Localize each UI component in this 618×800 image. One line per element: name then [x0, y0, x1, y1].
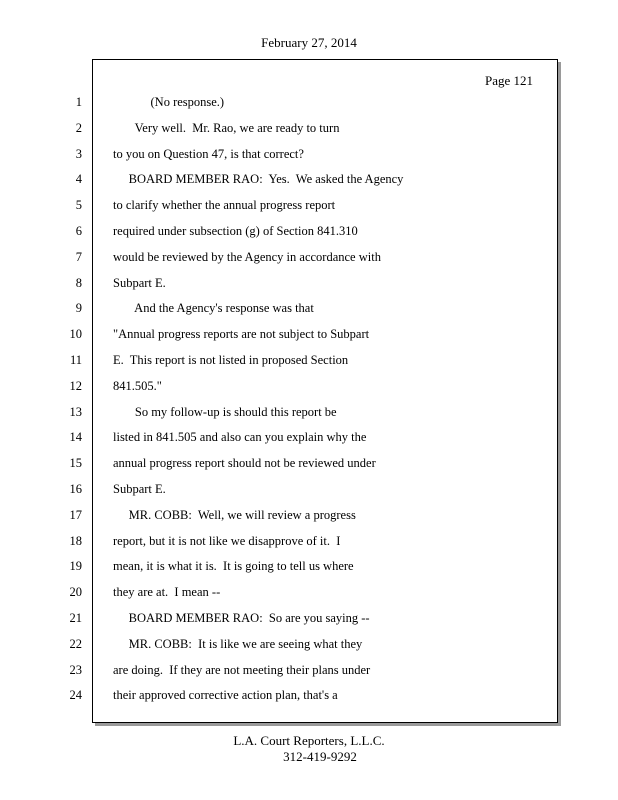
- transcript-line-text: to you on Question 47, is that correct?: [113, 147, 304, 161]
- transcript-line-text: BOARD MEMBER RAO: So are you saying --: [113, 611, 370, 625]
- line-number: 11: [69, 353, 82, 367]
- line-number: 18: [69, 534, 82, 548]
- transcript-line-text: So my follow-up is should this report be: [113, 405, 337, 419]
- line-number: 13: [69, 405, 82, 419]
- line-number: 6: [75, 224, 82, 238]
- transcript-line-text: report, but it is not like we disapprove of it. I: [113, 534, 341, 548]
- transcript-line-text: Subpart E.: [113, 276, 166, 290]
- line-number: 4: [75, 172, 82, 186]
- transcript-line-text: BOARD MEMBER RAO: Yes. We asked the Agency: [113, 172, 404, 186]
- line-number: 15: [69, 456, 82, 470]
- transcript-line-text: annual progress report should not be reviewed under: [113, 456, 376, 470]
- line-number: 21: [69, 611, 82, 625]
- transcript-line-text: would be reviewed by the Agency in accordance with: [113, 250, 381, 264]
- line-number: 24: [69, 688, 82, 702]
- line-number: 17: [69, 508, 82, 522]
- transcript-line-text: E. This report is not listed in proposed Section: [113, 353, 349, 367]
- transcript-line-text: "Annual progress reports are not subject to Subpart: [113, 327, 370, 341]
- line-number: 22: [69, 637, 82, 651]
- transcript-line-text: MR. COBB: Well, we will review a progress: [113, 508, 356, 522]
- transcript-line-text: Subpart E.: [113, 482, 166, 496]
- transcript-line-text: their approved corrective action plan, that's a: [113, 688, 338, 702]
- transcript-line-text: And the Agency's response was that: [113, 301, 314, 315]
- line-number: 1: [75, 95, 82, 109]
- line-number: 3: [75, 147, 82, 161]
- line-number: 7: [75, 250, 82, 264]
- line-number: 20: [69, 585, 82, 599]
- line-number: 12: [69, 379, 82, 393]
- transcript-line-text: they are at. I mean --: [113, 585, 221, 599]
- line-number: 2: [75, 121, 82, 135]
- transcript-line-text: are doing. If they are not meeting their plans under: [113, 663, 371, 677]
- transcript-line-text: listed in 841.505 and also can you explain why the: [113, 430, 367, 444]
- line-number: 14: [69, 430, 82, 444]
- transcript-line-text: MR. COBB: It is like we are seeing what they: [113, 637, 363, 651]
- line-number: 9: [75, 301, 82, 315]
- page-number: Page 121: [484, 73, 533, 88]
- line-number: 8: [75, 276, 82, 290]
- transcript-line-text: (No response.): [113, 95, 225, 109]
- line-number: 5: [75, 198, 82, 212]
- transcript-line-text: 841.505.": [113, 379, 162, 393]
- line-number: 23: [69, 663, 82, 677]
- transcript-line-text: required under subsection (g) of Section 841.310: [113, 224, 358, 238]
- transcript-line-text: mean, it is what it is. It is going to tell us where: [113, 559, 354, 573]
- transcript-line-text: to clarify whether the annual progress report: [113, 198, 336, 212]
- line-number: 16: [69, 482, 82, 496]
- line-number: 19: [69, 559, 82, 573]
- line-number: 10: [69, 327, 82, 341]
- transcript-line-text: Very well. Mr. Rao, we are ready to turn: [113, 121, 340, 135]
- transcript-date: February 27, 2014: [261, 35, 357, 50]
- footer-phone: 312-419-9292: [283, 749, 357, 764]
- footer-firm-name: L.A. Court Reporters, L.L.C.: [233, 733, 385, 748]
